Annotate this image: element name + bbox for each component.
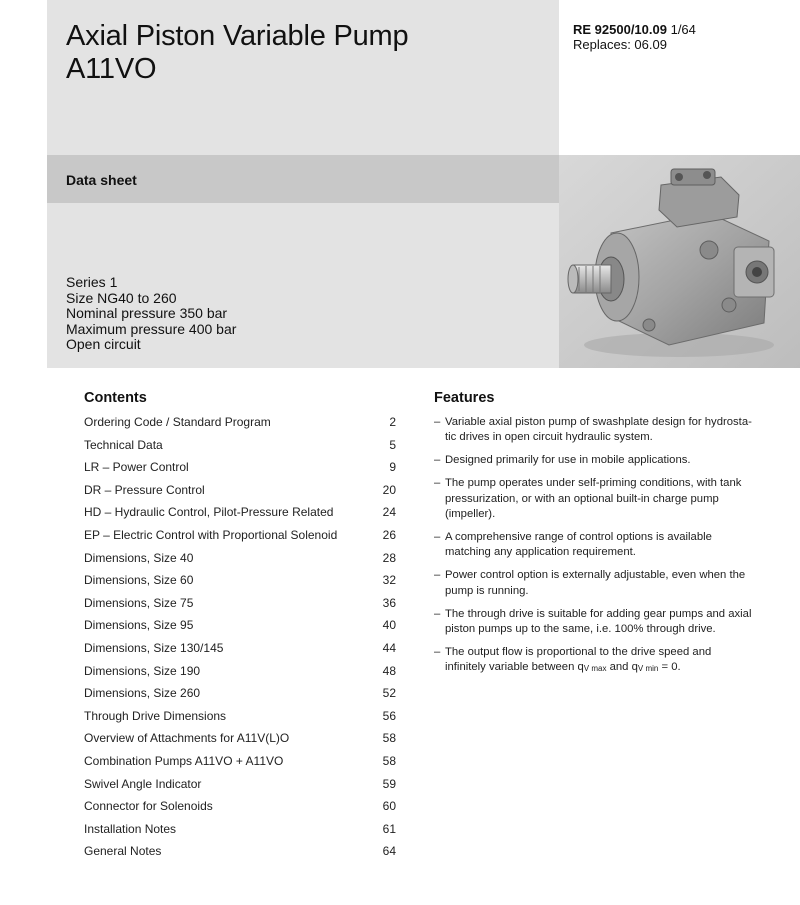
feature-dash: – xyxy=(434,645,441,658)
table-of-contents xyxy=(84,414,396,866)
page-number: 1/64 xyxy=(670,22,696,37)
toc-page: 40 xyxy=(382,618,396,633)
toc-row[interactable] xyxy=(84,843,396,866)
feature-line: The output flow is proportional to the drive speed and xyxy=(445,645,712,658)
toc-page: 20 xyxy=(382,482,396,497)
toc-row[interactable] xyxy=(84,776,396,799)
feature-item xyxy=(434,645,774,677)
toc-label: Swivel Angle Indicator xyxy=(84,776,202,791)
document-reference xyxy=(573,22,696,52)
contents-heading: Contents xyxy=(84,390,147,406)
formula-pre: infinitely variable between q xyxy=(445,661,584,674)
doc-ref-number: RE 92500/10.09 xyxy=(573,22,667,37)
feature-line: pump is running. xyxy=(445,584,529,597)
data-sheet-label: Data sheet xyxy=(66,172,137,188)
replaces-note: Replaces: 06.09 xyxy=(573,37,667,52)
toc-row[interactable] xyxy=(84,685,396,708)
feature-item xyxy=(434,476,774,522)
toc-page: 48 xyxy=(382,663,396,678)
toc-page: 60 xyxy=(382,799,396,814)
toc-row[interactable] xyxy=(84,595,396,618)
series-line: Nominal pressure 350 bar xyxy=(66,305,228,321)
toc-page: 9 xyxy=(389,460,396,475)
series-specs xyxy=(66,275,236,353)
formula-mid: and q xyxy=(606,661,638,674)
toc-page: 32 xyxy=(382,573,396,588)
title-line-1: Axial Piston Variable Pump xyxy=(66,20,409,52)
toc-page: 58 xyxy=(382,731,396,746)
toc-row[interactable] xyxy=(84,572,396,595)
toc-page: 56 xyxy=(382,708,396,723)
toc-label: HD – Hydraulic Control, Pilot-Pressure Related xyxy=(84,505,334,520)
feature-line: A comprehensive range of control options is available xyxy=(445,530,712,543)
toc-page: 36 xyxy=(382,595,396,610)
toc-row[interactable] xyxy=(84,617,396,640)
toc-page: 52 xyxy=(382,686,396,701)
toc-row[interactable] xyxy=(84,640,396,663)
features-list xyxy=(434,415,774,684)
title-line-2: A11VO xyxy=(66,53,157,85)
toc-label: General Notes xyxy=(84,844,162,859)
toc-page: 28 xyxy=(382,550,396,565)
toc-label: Connector for Solenoids xyxy=(84,799,213,814)
toc-row[interactable] xyxy=(84,527,396,550)
feature-line: piston pumps up to the same, i.e. 100% through drive. xyxy=(445,622,716,635)
toc-page: 64 xyxy=(382,844,396,859)
toc-label: Dimensions, Size 260 xyxy=(84,686,201,701)
toc-page: 5 xyxy=(389,437,396,452)
toc-label: Dimensions, Size 40 xyxy=(84,550,194,565)
toc-page: 61 xyxy=(382,821,396,836)
toc-label: Ordering Code / Standard Program xyxy=(84,415,271,429)
toc-label: DR – Pressure Control xyxy=(84,482,205,497)
toc-page: 2 xyxy=(389,415,396,429)
toc-label: Dimensions, Size 95 xyxy=(84,618,194,633)
toc-page: 59 xyxy=(382,776,396,791)
feature-dash: – xyxy=(434,454,441,467)
feature-item xyxy=(434,415,774,446)
feature-dash: – xyxy=(434,569,441,582)
toc-row[interactable] xyxy=(84,708,396,731)
toc-row[interactable] xyxy=(84,663,396,686)
feature-line: Variable axial piston pump of swashplate design for hydrosta- xyxy=(445,416,752,428)
toc-row[interactable] xyxy=(84,437,396,460)
toc-page: 58 xyxy=(382,753,396,768)
toc-label: Technical Data xyxy=(84,437,163,452)
series-line: Series 1 xyxy=(66,274,118,290)
feature-item xyxy=(434,453,774,468)
feature-formula xyxy=(445,661,681,673)
feature-line: Designed primarily for use in mobile applications. xyxy=(445,454,691,467)
feature-dash: – xyxy=(434,530,441,543)
toc-page: 26 xyxy=(382,527,396,542)
series-line: Maximum pressure 400 bar xyxy=(66,320,237,337)
feature-line: Power control option is externally adjustable, even when the xyxy=(445,569,746,582)
toc-label: Dimensions, Size 190 xyxy=(84,663,201,678)
feature-item xyxy=(434,607,774,638)
toc-label: Through Drive Dimensions xyxy=(84,708,227,723)
feature-line: matching any application requirement. xyxy=(445,546,636,559)
feature-line: tic drives in open circuit hydraulic system. xyxy=(445,431,653,444)
feature-line: The pump operates under self-priming conditions, with tank xyxy=(445,477,742,490)
formula-sub-max: V max xyxy=(583,664,607,674)
toc-label: Overview of Attachments for A11V(L)O xyxy=(84,731,290,746)
features-heading: Features xyxy=(434,390,495,406)
toc-row[interactable] xyxy=(84,482,396,505)
toc-label: EP – Electric Control with Proportional Solenoid xyxy=(84,527,338,542)
toc-row[interactable] xyxy=(84,798,396,821)
toc-label: Combination Pumps A11VO + A11VO xyxy=(84,753,284,768)
toc-row[interactable] xyxy=(84,821,396,844)
toc-label: Dimensions, Size 60 xyxy=(84,573,194,588)
toc-label: LR – Power Control xyxy=(84,460,189,475)
feature-line: (impeller). xyxy=(445,508,496,521)
toc-row[interactable] xyxy=(84,459,396,482)
toc-label: Dimensions, Size 130/145 xyxy=(84,640,224,655)
feature-item xyxy=(434,530,774,561)
formula-post: = 0. xyxy=(658,661,681,674)
feature-dash: – xyxy=(434,477,441,490)
page-title xyxy=(66,20,408,86)
feature-dash: – xyxy=(434,607,441,620)
feature-item xyxy=(434,568,774,599)
toc-label: Dimensions, Size 75 xyxy=(84,595,194,610)
series-line: Size NG40 to 260 xyxy=(66,289,177,306)
toc-row[interactable] xyxy=(84,414,396,437)
feature-line: The through drive is suitable for adding gear pumps and axial xyxy=(445,607,752,620)
toc-row[interactable] xyxy=(84,730,396,753)
feature-line: pressurization, or with an optional built-in charge pump xyxy=(445,492,719,505)
series-line: Open circuit xyxy=(66,336,141,352)
toc-page: 44 xyxy=(382,640,396,655)
toc-row[interactable] xyxy=(84,504,396,527)
pump-illustration xyxy=(559,155,800,368)
toc-row[interactable] xyxy=(84,550,396,573)
toc-row[interactable] xyxy=(84,753,396,776)
feature-dash: – xyxy=(434,416,441,428)
toc-page: 24 xyxy=(382,505,396,520)
formula-sub-min: V min xyxy=(637,664,659,674)
toc-label: Installation Notes xyxy=(84,821,177,836)
pump-photo xyxy=(559,155,800,368)
